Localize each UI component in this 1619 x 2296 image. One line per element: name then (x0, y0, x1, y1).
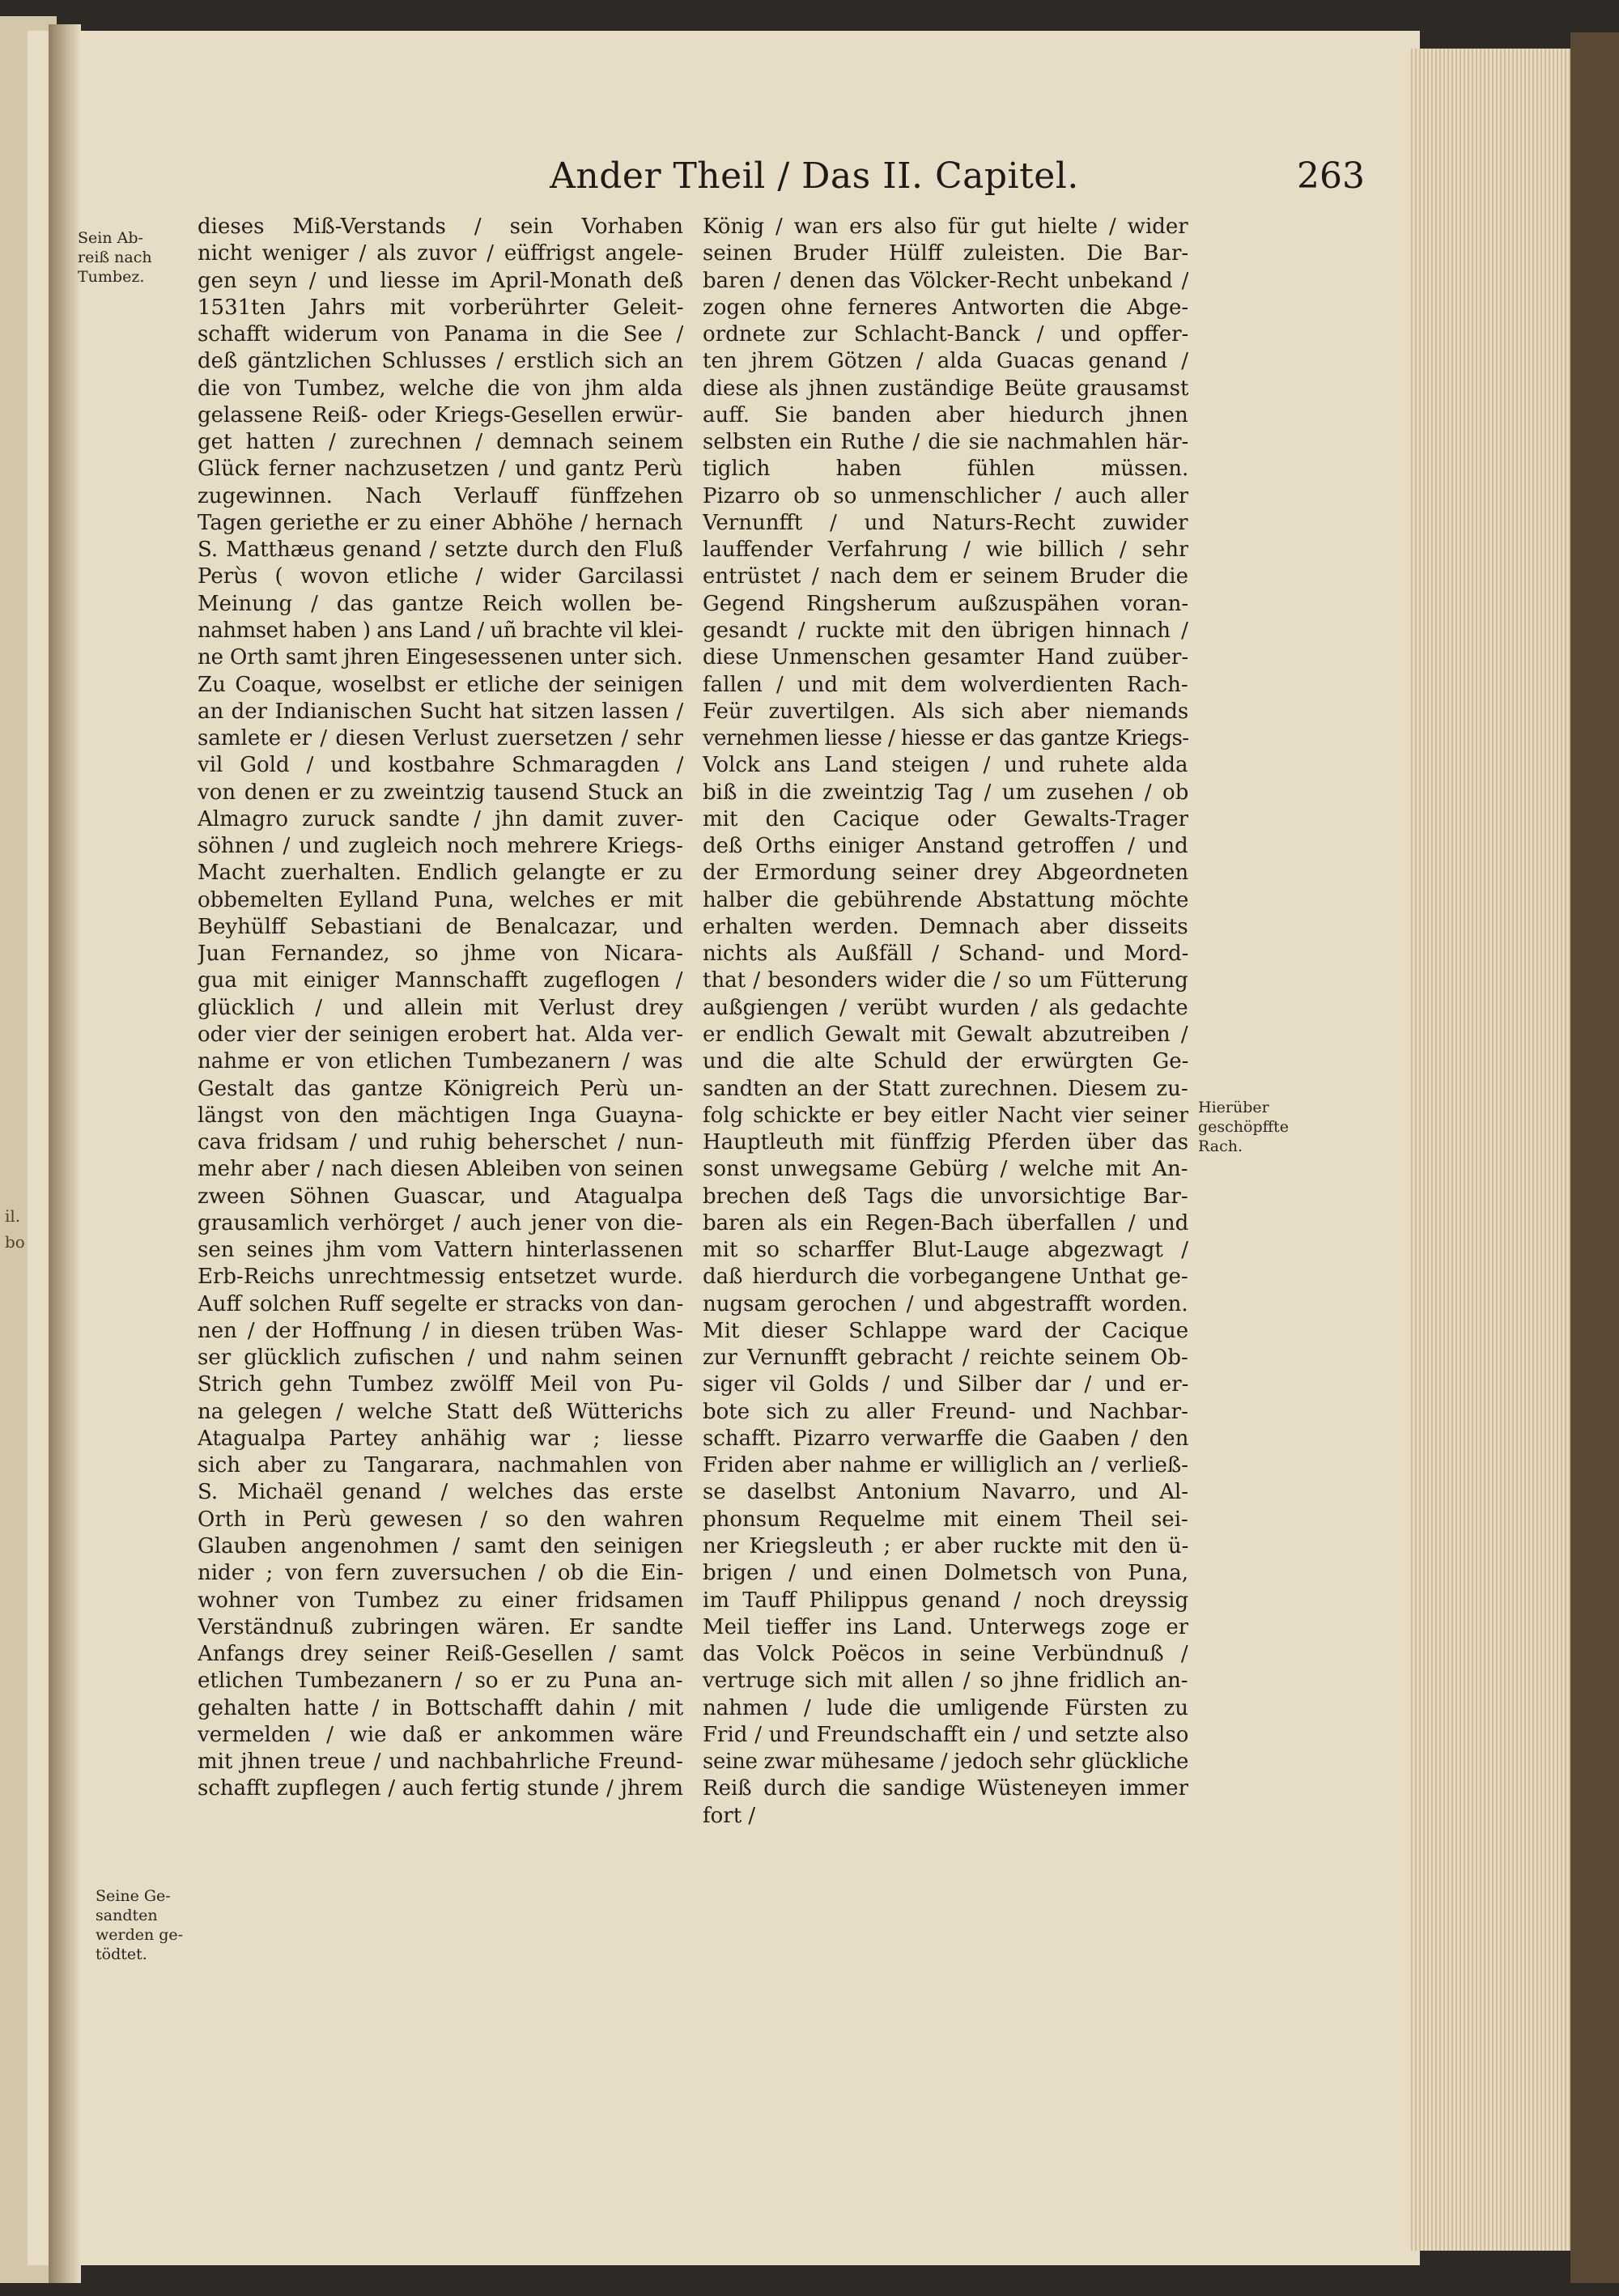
text-line: nahmen / lude die umligende Fürsten zu (703, 1695, 1188, 1720)
text-line: get hatten / zurechnen / demnach seinem (198, 430, 683, 455)
page-header (458, 151, 1365, 207)
text-line: Erb-Reichs unrechtmessig entsetzet wurde. (198, 1265, 683, 1290)
text-line: sonst unwegsame Gebürg / welche mit An- (703, 1157, 1188, 1182)
text-line: Almagro zuruck sandte / jhn damit zuver- (198, 806, 683, 831)
text-line: S. Matthæus genand / setzte durch den Fluß (198, 538, 683, 563)
text-line: biß in die zweintzig Tag / um zusehen / ob (703, 780, 1188, 805)
text-line: Glück ferner nachzusetzen / und gantz Perù (198, 457, 683, 482)
text-line: Volck ans Land steigen / und ruhete alda (703, 753, 1188, 778)
text-line: Gestalt das gantze Königreich Perù un- (198, 1076, 683, 1101)
text-line: nugsam gerochen / und abgestrafft worden. (703, 1291, 1188, 1316)
text-line: Tagen geriethe er zu einer Abhöhe / hernach (198, 510, 683, 535)
text-line: ser glücklich zufischen / und nahm seinen (198, 1346, 683, 1371)
text-line: deß gäntzlichen Schlusses / erstlich sich an (198, 349, 683, 374)
text-line: nahmset haben ) ans Land / uñ brachte vil klei- (198, 618, 683, 643)
text-line: mit jhnen treue / und nachbahrliche Freund- (198, 1750, 683, 1775)
text-line: außgiengen / verübt wurden / als gedachte (703, 995, 1188, 1020)
text-line: Meinung / das gantze Reich wollen be- (198, 591, 683, 616)
text-line: Frid / und Freundschafft ein / und setzte also (703, 1722, 1188, 1747)
text-line: mit den Cacique oder Gewalts-Trager (703, 806, 1188, 831)
text-line: Beyhülff Sebastiani de Benalcazar, und (198, 914, 683, 939)
margin-note-line: Sein Ab- (78, 229, 143, 247)
text-line: gesandt / ruckte mit den übrigen hinnach / (703, 618, 1188, 643)
text-line: er endlich Gewalt mit Gewalt abzutreiben / (703, 1022, 1188, 1047)
text-line: Strich gehn Tumbez zwölff Meil von Pu- (198, 1372, 683, 1397)
right-text-column (703, 214, 1188, 2092)
text-line: sandten an der Statt zurechnen. Diesem zu- (703, 1076, 1188, 1101)
text-line: vermelden / wie daß er ankommen wäre (198, 1722, 683, 1747)
text-line: gelassene Reiß- oder Kriegs-Gesellen erwür- (198, 402, 683, 427)
text-line: Anfangs drey seiner Reiß-Gesellen / samt (198, 1642, 683, 1667)
binding-gutter (49, 24, 81, 2283)
text-line: that / besonders wider die / so um Fütterung (703, 968, 1188, 993)
text-line: brigen / und einen Dolmetsch von Puna, (703, 1561, 1188, 1586)
text-line: mehr aber / nach diesen Ableiben von seinen (198, 1157, 683, 1182)
text-line: ner Kriegsleuth ; er aber ruckte mit den ü- (703, 1534, 1188, 1559)
text-line: seine zwar mühesame / jedoch sehr glückliche (703, 1750, 1188, 1775)
running-head: Ander Theil / Das II. Capitel. (550, 155, 1079, 197)
margin-note-line: geschöpffte (1198, 1118, 1290, 1136)
text-line: halber die gebührende Abstattung möchte (703, 887, 1188, 912)
text-line: längst von den mächtigen Inga Guayna- (198, 1103, 683, 1128)
text-line: schafft. Pizarro verwarffe die Gaaben / den (703, 1426, 1188, 1451)
text-line: vertruge sich mit allen / so jhne fridlich an- (703, 1669, 1188, 1694)
text-line: entrüstet / nach dem er seinem Bruder die (703, 564, 1188, 589)
text-line: vil Gold / und kostbahre Schmaragden / (198, 753, 683, 778)
margin-note-line: Seine Ge- (96, 1887, 171, 1905)
text-line: glücklich / und allein mit Verlust drey (198, 995, 683, 1020)
text-line: Juan Fernandez, so jhme von Nicara- (198, 942, 683, 967)
text-line: erhalten werden. Demnach aber disseits (703, 914, 1188, 939)
text-line: Mit dieser Schlappe ward der Cacique (703, 1318, 1188, 1343)
text-line: 1531ten Jahrs mit vorberührter Geleit- (198, 295, 683, 320)
text-line: mit so scharffer Blut-Lauge abgezwagt / (703, 1238, 1188, 1263)
margin-note-line: Tumbez. (78, 268, 145, 286)
text-line: zogen ohne ferneres Antworten die Abge- (703, 295, 1188, 320)
text-line: der Ermordung seiner drey Abgeordneten (703, 861, 1188, 886)
text-line: ten jhrem Götzen / alda Guacas genand / (703, 349, 1188, 374)
text-line: folg schickte er bey eitler Nacht vier seiner (703, 1103, 1188, 1128)
text-line: lauffender Verfahrung / wie billich / sehr (703, 538, 1188, 563)
text-line: zween Söhnen Guascar, und Atagualpa (198, 1184, 683, 1209)
text-line: auff. Sie banden aber hiedurch jhnen (703, 402, 1188, 427)
text-line: phonsum Requelme mit einem Theil sei- (703, 1507, 1188, 1532)
text-line: Friden aber nahme er williglich an / verließ- (703, 1453, 1188, 1478)
margin-note-line: Hierüber (1198, 1099, 1269, 1116)
text-line: deß Orths einiger Anstand getroffen / und (703, 834, 1188, 859)
text-line: diese Unmenschen gesamter Hand zuüber- (703, 645, 1188, 670)
text-line: selbsten ein Ruthe / die sie nachmahlen här- (703, 430, 1188, 455)
text-line: König / wan ers also für gut hielte / wider (703, 215, 1188, 239)
text-line: baren als ein Regen-Bach überfallen / und (703, 1210, 1188, 1235)
edge-mark-2: bo (5, 1232, 25, 1252)
text-line: schafft widerum von Panama in die See / (198, 322, 683, 347)
text-line: na gelegen / welche Statt deß Wütterichs (198, 1399, 683, 1424)
text-line: von denen er zu zweintzig tausend Stuck an (198, 780, 683, 805)
text-line: seinen Bruder Hülff zuleisten. Die Bar- (703, 241, 1188, 266)
text-line: und die alte Schuld der erwürgten Ge- (703, 1049, 1188, 1074)
text-line: Perùs ( wovon etliche / wider Garcilassi (198, 564, 683, 589)
margin-note-line: werden ge- (96, 1926, 184, 1944)
text-line: samlete er / diesen Verlust zuersetzen / sehr (198, 726, 683, 751)
text-line: fallen / und mit dem wolverdienten Rach- (703, 672, 1188, 697)
margin-note-line: reiß nach (78, 249, 152, 266)
text-line: zugewinnen. Nach Verlauff fünffzehen (198, 483, 683, 508)
text-line: diese als jhnen zuständige Beüte grausamst (703, 376, 1188, 401)
text-line: tiglich haben fühlen müssen. (703, 457, 1188, 482)
text-line: Meil tieffer ins Land. Unterwegs zoge er (703, 1614, 1188, 1639)
text-line: die von Tumbez, welche die von jhm alda (198, 376, 683, 401)
fore-edge-pages (1409, 49, 1577, 2251)
margin-note-envoys (96, 1886, 201, 1964)
text-line: Orth in Perù gewesen / so den wahren (198, 1507, 683, 1532)
text-line: etlichen Tumbezanern / so er zu Puna an- (198, 1669, 683, 1694)
text-line: sich aber zu Tangarara, nachmahlen von (198, 1453, 683, 1478)
margin-note-line: Rach. (1198, 1137, 1243, 1155)
margin-note-line: tödtet. (96, 1945, 147, 1963)
text-line: gua mit einiger Mannschafft zugeflogen / (198, 968, 683, 993)
text-line: nen / der Hoffnung / in diesen trüben Was- (198, 1318, 683, 1343)
book-cover-edge (1570, 32, 1619, 2283)
text-line: fort / (703, 1803, 756, 1828)
text-line: Pizarro ob so unmenschlicher / auch aller (703, 483, 1188, 508)
text-line: zur Vernunfft gebracht / reichte seinem Ob- (703, 1346, 1188, 1371)
text-line: an der Indianischen Sucht hat sitzen lassen / (198, 699, 683, 724)
text-line: Reiß durch die sandige Wüsteneyen immer (703, 1776, 1188, 1801)
edge-mark-1: il. (5, 1206, 21, 1226)
text-line: nichts als Außfäll / Schand- und Mord- (703, 942, 1188, 967)
text-line: daß hierdurch die vorbegangene Unthat ge- (703, 1265, 1188, 1290)
text-line: Atagualpa Partey anhähig war ; liesse (198, 1426, 683, 1451)
text-line: im Tauff Philippus genand / noch dreyssig (703, 1588, 1188, 1613)
text-line: oder vier der seinigen erobert hat. Alda ver- (198, 1022, 683, 1047)
text-line: vernehmen liesse / hiesse er das gantze Kriegs- (703, 726, 1188, 751)
text-line: gehalten hatte / in Bottschafft dahin / mit (198, 1695, 683, 1720)
text-line: bote sich zu aller Freund- und Nachbar- (703, 1399, 1188, 1424)
text-line: brechen deß Tags die unvorsichtige Bar- (703, 1184, 1188, 1209)
text-line: Zu Coaque, woselbst er etliche der seinigen (198, 672, 683, 697)
text-line: ordnete zur Schlacht-Banck / und opffer- (703, 322, 1188, 347)
text-line: siger vil Golds / und Silber dar / und er- (703, 1372, 1188, 1397)
text-line: schafft zupflegen / auch fertig stunde / jhrem (198, 1776, 683, 1801)
text-line: baren / denen das Völcker-Recht unbekand / (703, 268, 1188, 293)
text-line: sen seines jhm vom Vattern hinterlassenen (198, 1238, 683, 1263)
text-line: Vernunfft / und Naturs-Recht zuwider (703, 510, 1188, 535)
text-line: das Volck Poëcos in seine Verbündnuß / (703, 1642, 1188, 1667)
text-line: cava fridsam / und ruhig beherschet / nun- (198, 1130, 683, 1155)
text-line: dieses Miß-Verstands / sein Vorhaben (198, 215, 683, 239)
text-line: Feür zuvertilgen. Als sich aber niemands (703, 699, 1188, 724)
text-line: se daselbst Antonium Navarro, und Al- (703, 1480, 1188, 1505)
text-line: Hauptleuth mit fünffzig Pferden über das (703, 1130, 1188, 1155)
text-line: nider ; von fern zuversuchen / ob die Ein- (198, 1561, 683, 1586)
text-line: gen seyn / und liesse im April-Monath deß (198, 268, 683, 293)
margin-note-line: sandten (96, 1907, 158, 1924)
text-line: Macht zuerhalten. Endlich gelangte er zu (198, 861, 683, 886)
text-line: wohner von Tumbez zu einer fridsamen (198, 1588, 683, 1613)
text-line: Verständnuß zubringen wären. Er sandte (198, 1614, 683, 1639)
text-line: ne Orth samt jhren Eingesessenen unter sich. (198, 645, 683, 670)
margin-note-departure (78, 228, 183, 287)
page-number: 263 (1297, 155, 1365, 197)
text-line: söhnen / und zugleich noch mehrere Kriegs- (198, 834, 683, 859)
text-line: Gegend Ringsherum außzuspähen voran- (703, 591, 1188, 616)
text-line: nahme er von etlichen Tumbezanern / was (198, 1049, 683, 1074)
margin-note-revenge (1198, 1098, 1319, 1156)
text-line: grausamlich verhörget / auch jener von die- (198, 1210, 683, 1235)
text-line: S. Michaël genand / welches das erste (198, 1480, 683, 1505)
text-line: Glauben angenohmen / samt den seinigen (198, 1534, 683, 1559)
text-line: obbemelten Eylland Puna, welches er mit (198, 887, 683, 912)
text-line: Auff solchen Ruff segelte er stracks von dan- (198, 1291, 683, 1316)
left-text-column (198, 214, 683, 2092)
text-line: nicht weniger / als zuvor / eüffrigst angele- (198, 241, 683, 266)
